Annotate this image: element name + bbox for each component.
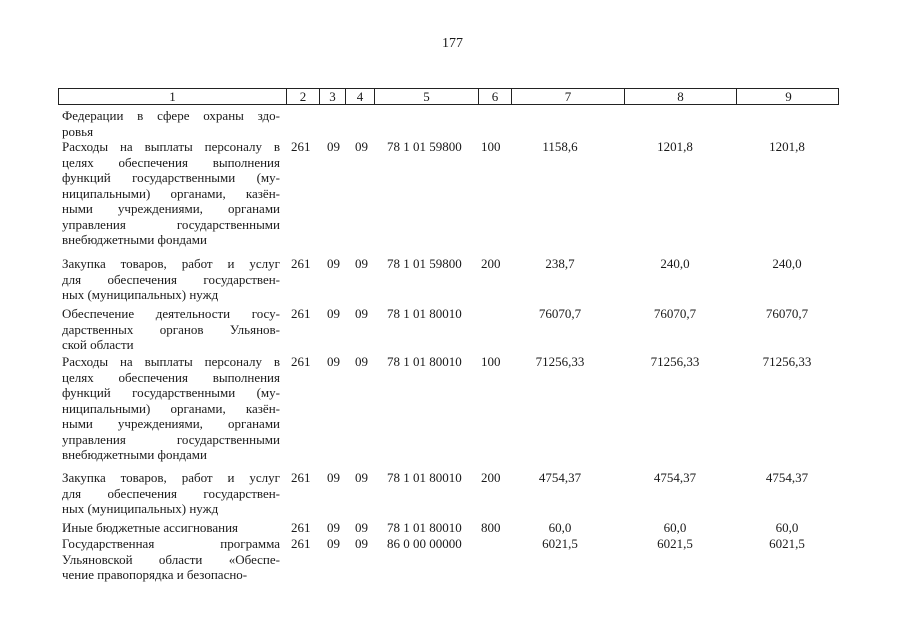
cell-col-3: 09 [327,306,340,321]
cell-col-7: 1158,6 [542,139,578,154]
cell-col-6: 800 [481,520,501,535]
cell-col-2: 261 [291,470,311,485]
description-line: целях обеспечения выполнения [62,154,280,170]
description-line: Расходы на выплаты персоналу в [62,139,280,154]
cell-col-5: 78 1 01 59800 [387,139,462,154]
cell-col-2: 261 [291,306,311,321]
cell-col-8: 60,0 [663,520,687,535]
cell-col-8: 1201,8 [657,139,693,154]
cell-col-4: 09 [355,256,368,271]
cell-col-2: 261 [291,520,311,535]
description-line: ниципальными) органами, казён- [62,185,280,201]
cell-col-7: 238,7 [545,256,575,271]
description-line: для обеспечения государствен- [62,271,280,287]
cell-col-4: 09 [355,139,368,154]
cell-col-9: 1201,8 [769,139,805,154]
cell-col-9: 4754,37 [765,470,809,485]
cell-col-3: 09 [327,520,340,535]
description-line: ных (муниципальных) нужд [62,501,219,516]
description-line: чение правопорядка и безопасно- [62,567,248,582]
header-col-3: 3 [320,89,346,104]
cell-col-9: 60,0 [775,520,799,535]
description-line: функций государственными (му- [62,170,280,185]
description-line: ровья [62,123,94,139]
description-line: внебюджетными фондами [62,232,207,247]
cell-col-4: 09 [355,306,368,321]
cell-col-5: 86 0 00 00000 [387,536,462,551]
cell-col-7: 60,0 [548,520,572,535]
cell-col-7: 76070,7 [538,306,582,321]
cell-col-5: 78 1 01 80010 [387,306,462,321]
cell-col-6: 100 [481,354,501,369]
cell-col-8: 240,0 [660,256,690,271]
cell-col-2: 261 [291,354,311,369]
description-line: Закупка товаров, работ и услуг [62,470,280,485]
cell-col-5: 78 1 01 80010 [387,354,462,369]
header-col-6: 6 [479,89,512,104]
cell-col-9: 71256,33 [762,354,812,369]
cell-col-4: 09 [355,470,368,485]
description-line: внебюджетными фондами [62,447,207,462]
description-line: Расходы на выплаты персоналу в [62,354,280,369]
description-line: Государственная программа [62,536,280,551]
header-col-8: 8 [625,89,737,104]
cell-col-5: 78 1 01 80010 [387,520,462,535]
cell-col-8: 6021,5 [657,536,693,551]
cell-col-4: 09 [355,520,368,535]
row-description [62,536,280,583]
description-line: ными учреждениями, органами [62,416,280,431]
cell-col-2: 261 [291,536,311,551]
cell-col-7: 71256,33 [535,354,585,369]
description-line: ниципальными) органами, казён- [62,400,280,416]
description-line: Закупка товаров, работ и услуг [62,256,280,271]
cell-col-8: 4754,37 [653,470,697,485]
cell-col-9: 240,0 [772,256,802,271]
cell-col-6: 100 [481,139,501,154]
cell-col-4: 09 [355,354,368,369]
cell-col-8: 71256,33 [650,354,700,369]
description-line: управления государственными [62,216,280,232]
cell-col-7: 6021,5 [542,536,578,551]
description-line: ными учреждениями, органами [62,201,280,216]
description-line: целях обеспечения выполнения [62,369,280,385]
description-line: ской области [62,337,134,352]
cell-col-2: 261 [291,256,311,271]
row-description [62,306,280,353]
cell-col-3: 09 [327,256,340,271]
row-description [62,256,280,303]
description-line: Иные бюджетные ассигнования [62,520,239,535]
header-col-4: 4 [346,89,375,104]
cell-col-2: 261 [291,139,311,154]
cell-col-9: 6021,5 [769,536,805,551]
cell-col-6: 200 [481,256,501,271]
cell-col-9: 76070,7 [765,306,809,321]
header-col-5: 5 [375,89,479,104]
table-header [58,88,839,105]
cell-col-3: 09 [327,139,340,154]
header-col-2: 2 [287,89,320,104]
cell-col-4: 09 [355,536,368,551]
cell-col-3: 09 [327,354,340,369]
description-line: Федерации в сфере охраны здо- [62,108,280,123]
row-description [62,139,280,248]
cell-col-5: 78 1 01 80010 [387,470,462,485]
cell-col-7: 4754,37 [538,470,582,485]
cell-col-3: 09 [327,470,340,485]
description-line: Ульяновской области «Обеспе- [62,551,280,567]
description-line: управления государственными [62,431,280,447]
description-line: ных (муниципальных) нужд [62,287,219,302]
row-description [62,470,280,517]
cell-col-3: 09 [327,536,340,551]
row-description [62,520,280,536]
header-col-7: 7 [512,89,625,104]
row-description [62,108,280,139]
description-line: Обеспечение деятельности госу- [62,306,280,321]
cell-col-5: 78 1 01 59800 [387,256,462,271]
description-line: дарственных органов Ульянов- [62,321,280,337]
header-col-9: 9 [785,89,792,104]
cell-col-8: 76070,7 [653,306,697,321]
description-line: функций государственными (му- [62,385,280,400]
page-number: 177 [442,36,463,51]
row-description [62,354,280,463]
cell-col-6: 200 [481,470,501,485]
header-col-1: 1 [59,89,287,104]
description-line: для обеспечения государствен- [62,485,280,501]
